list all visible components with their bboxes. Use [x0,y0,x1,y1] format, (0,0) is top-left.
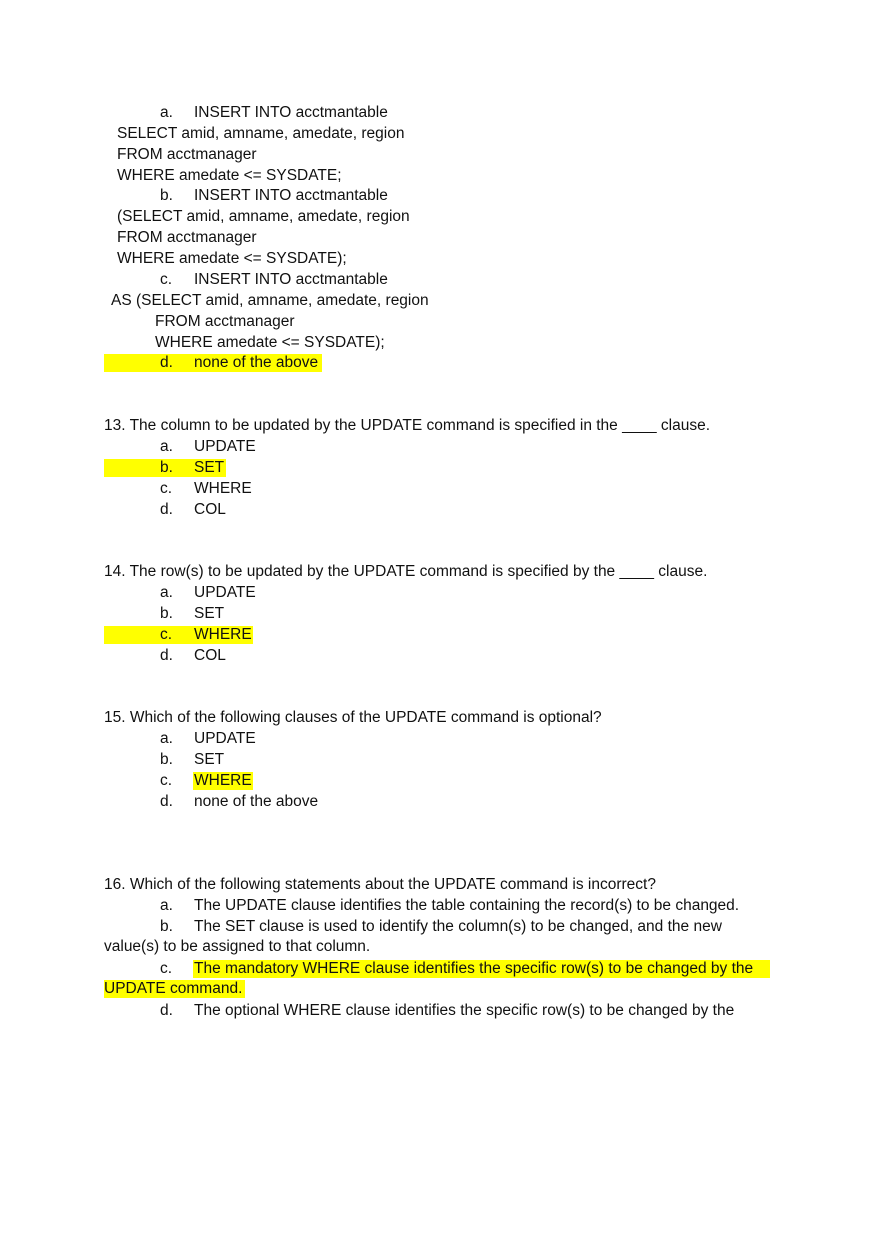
q12-option-a-line2: SELECT amid, amname, amedate, region [117,125,405,142]
q12-option-d-text: none of the above [194,354,319,371]
q14-option-a-letter: a. [160,584,173,601]
q15-option-c-text: WHERE [194,772,252,789]
q16-option-d-text: The optional WHERE clause identifies the specific row(s) to be changed by the [194,1002,735,1019]
q14-option-b-letter: b. [160,605,173,622]
q12-option-a-letter: a. [160,104,173,121]
q12-option-c-line3: FROM acctmanager [155,313,295,330]
q15-option-b-letter: b. [160,751,173,768]
q13-option-c-letter: c. [160,480,173,497]
q16-option-b-letter: b. [160,918,173,935]
q14-option-d-text: COL [194,647,226,664]
q13-option-b-letter: b. [160,459,173,476]
q14-option-a-text: UPDATE [194,584,256,601]
q12-option-b-line2: (SELECT amid, amname, amedate, region [117,208,410,225]
q15-option-d-letter: d. [160,793,173,810]
q12-option-a-line1: INSERT INTO acctmantable [194,104,388,121]
q16-option-c-text: The mandatory WHERE clause identifies the specific row(s) to be changed by the [194,960,754,977]
q16-option-a-text: The UPDATE clause identifies the table containing the record(s) to be changed. [194,897,740,914]
q12-option-b-line1: INSERT INTO acctmantable [194,187,388,204]
q15-option-a-letter: a. [160,730,173,747]
q12-option-b-line4: WHERE amedate <= SYSDATE); [117,250,347,267]
q15-option-b-text: SET [194,751,225,768]
q15-option-c-letter: c. [160,772,173,789]
q13-option-a-letter: a. [160,438,173,455]
q15-text: 15. Which of the following clauses of the UPDATE command is optional? [104,709,602,726]
q13-option-d-text: COL [194,501,226,518]
q16-option-b-continuation: value(s) to be assigned to that column. [104,938,371,955]
q12-option-a-line3: FROM acctmanager [117,146,257,163]
q16-text: 16. Which of the following statements about the UPDATE command is incorrect? [104,876,656,893]
q16-option-a-letter: a. [160,897,173,914]
q12-option-c-line1: INSERT INTO acctmantable [194,271,388,288]
q15-option-a-text: UPDATE [194,730,256,747]
q12-option-b-letter: b. [160,187,173,204]
q12-option-c-letter: c. [160,271,173,288]
q16-option-c-continuation: UPDATE command. [104,980,243,997]
q12-option-d-letter: d. [160,354,173,371]
q12-option-a-line4: WHERE amedate <= SYSDATE; [117,167,342,184]
q14-text: 14. The row(s) to be updated by the UPDATE command is specified by the ____ clause. [104,563,708,580]
q13-option-a-text: UPDATE [194,438,256,455]
q12-option-c-line4: WHERE amedate <= SYSDATE); [155,334,385,351]
q14-option-c-letter: c. [160,626,173,643]
q12-option-c-line2: AS (SELECT amid, amname, amedate, region [111,292,429,309]
q14-option-b-text: SET [194,605,225,622]
q13-option-b-text: SET [194,459,225,476]
q12-option-b-line3: FROM acctmanager [117,229,257,246]
q13-text: 13. The column to be updated by the UPDATE command is specified in the ____ clause. [104,417,710,434]
q13-option-d-letter: d. [160,501,173,518]
q16-option-d-letter: d. [160,1002,173,1019]
q13-option-c-text: WHERE [194,480,252,497]
q16-option-c-letter: c. [160,960,173,977]
q14-option-c-text: WHERE [194,626,252,643]
q16-option-b-text: The SET clause is used to identify the column(s) to be changed, and the new [194,918,722,935]
q15-option-d-text: none of the above [194,793,319,810]
q14-option-d-letter: d. [160,647,173,664]
